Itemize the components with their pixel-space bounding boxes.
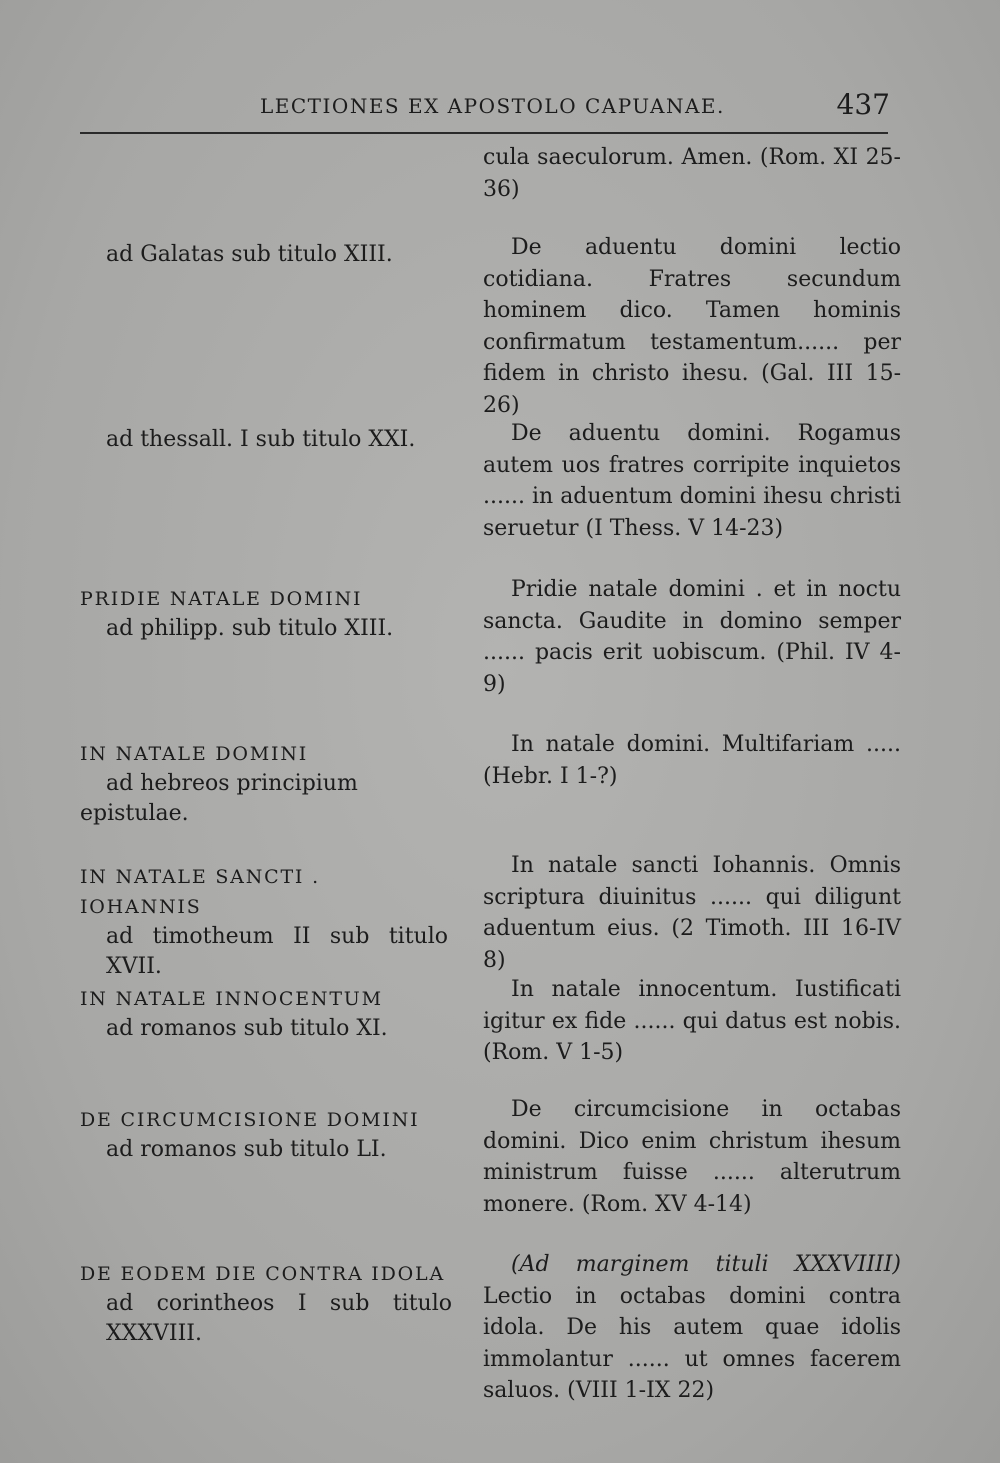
left-entry-2 <box>80 425 455 455</box>
left-entry-4 <box>80 739 440 829</box>
epistle-source: ad thessall. I sub titulo XXI. <box>106 427 416 452</box>
lection-text: In natale innocentum. Iustificati igitur ex fide ...... qui datus est nobis. (Rom. V 1-5) <box>483 977 901 1065</box>
right-entry-6 <box>483 850 901 976</box>
feast-title: DE CIRCUMCISIONE DOMINI <box>80 1109 420 1131</box>
feast-title: IN NATALE DOMINI <box>80 743 309 765</box>
right-entry-4 <box>483 574 901 700</box>
epistle-source: ad timotheum II sub titulo XVII. <box>106 924 448 979</box>
lection-text: De aduentu domini lectio cotidiana. Fratres secundum hominem dico. Tamen hominis confirmatum testamentum...... per fidem in christo ihesu. (Gal. III 15-26) <box>483 235 901 418</box>
running-title: LECTIONES EX APOSTOLO CAPUANAE. <box>260 94 725 118</box>
epistle-source: ad romanos sub titulo LI. <box>106 1137 387 1162</box>
lection-paragraph <box>483 1249 901 1407</box>
header-rule <box>80 132 888 134</box>
lection-text: In natale sancti Iohannis. Omnis scriptura diuinitus ...... qui diligunt aduentum eius. (2 Timoth. III 16-IV 8) <box>483 853 901 973</box>
epistle-source: ad corintheos I sub titulo XXXVIII. <box>106 1291 452 1346</box>
right-entry-9 <box>483 1249 901 1407</box>
right-entry-8 <box>483 1094 901 1220</box>
epistle-source: ad hebreos principium epistulae. <box>80 771 358 826</box>
epistle-source: ad romanos sub titulo XI. <box>106 1016 388 1041</box>
right-entry-1 <box>483 142 901 205</box>
right-entry-7 <box>483 974 901 1069</box>
left-entry-6 <box>80 984 455 1044</box>
left-entry-3 <box>80 584 455 644</box>
margin-note: (Ad marginem tituli XXXVIIII) <box>511 1252 901 1277</box>
lection-text: Pridie natale domini . et in noctu sancta. Gaudite in domino semper ...... pacis erit uobiscum. (Phil. IV 4-9) <box>483 577 901 697</box>
left-entry-8 <box>80 1259 452 1349</box>
feast-title: IN NATALE SANCTI . IOHANNIS <box>80 866 320 918</box>
feast-title: DE EODEM DIE CONTRA IDOLA <box>80 1263 445 1285</box>
left-entry-7 <box>80 1105 455 1165</box>
lection-text: De circumcisione in octabas domini. Dico enim christum ihesum ministrum fuisse ...... alterutrum monere. (Rom. XV 4-14) <box>483 1097 901 1217</box>
feast-title: IN NATALE INNOCENTUM <box>80 988 383 1010</box>
right-entry-5 <box>483 729 901 792</box>
right-entry-2 <box>483 232 901 421</box>
epistle-source: ad Galatas sub titulo XIII. <box>106 242 393 267</box>
lection-text: In natale domini. Multifariam ..... (Hebr. I 1-?) <box>483 732 901 789</box>
lection-text: De aduentu domini. Rogamus autem uos fratres corripite inquietos ...... in aduentum domini ihesu christi seruetur (I Thess. V 14-23) <box>483 421 901 541</box>
left-entry-1 <box>80 240 455 270</box>
lection-text: cula saeculorum. Amen. (Rom. XI 25-36) <box>483 145 901 202</box>
page-number: 437 <box>836 88 890 121</box>
page-header <box>80 88 890 128</box>
lection-text: Lectio in octabas domini contra idola. De his autem quae idolis immolantur ...... ut omnes facerem saluos. (VIII 1-IX 22) <box>483 1283 901 1403</box>
feast-title: PRIDIE NATALE DOMINI <box>80 588 363 610</box>
epistle-source: ad philipp. sub titulo XIII. <box>106 616 394 641</box>
left-entry-5 <box>80 862 448 982</box>
right-entry-3 <box>483 418 901 544</box>
